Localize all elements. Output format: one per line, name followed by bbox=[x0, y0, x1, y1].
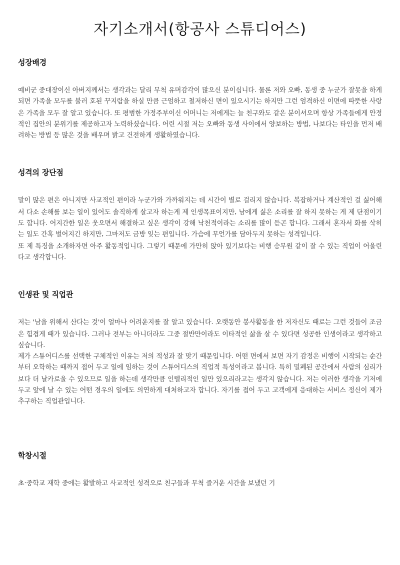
paragraph: 예비군 중대장이신 아버지께서는 생각과는 달리 무척 유머감각이 많으신 분이십니다. 물론 저와 오빠, 동생 중 누군가 잘못을 하게 되면 가족을 모두를 불러 호된 꾸지람을 하실 만큼 근엄하고 철저하신 면이 있으시기는 하지만 그런 엄격하신 이면에 따뜻한 사랑은 가족을 모두 잘 알고 있습니다. 또 평범한 가정주부이신 어머니는 저에게는 늘 친구와도 같은 분이셔으며 항상 가족들에게 안정적인 집안의 분위기를 제공하고자 노력하셨습니다. 어린 시절 저는 오빠와 동생 사이에서 양보하는 방법, 나보다는 타인을 먼저 배려하는 방법 등 많은 것을 배우며 밝고 건전하게 생활하였습니다. bbox=[18, 86, 382, 140]
paragraph: 저는 '남을 위해서 산다는 것'이 얼마나 어려운지를 잘 알고 있습니다. 오랫동안 봉사활동을 한 저자신도 때로는 그런 것들이 조금은 힘겹게 때가 있습니다. 그러나 전부는 아니더라도 그중 절반만이라도 이타적인 삶을 살 수 있다면 성공한 인생이라고 생각하고 싶습니다. bbox=[18, 318, 382, 349]
section-life-and-job-view bbox=[18, 289, 382, 407]
section-heading: 인생관 및 직업관 bbox=[18, 290, 74, 300]
paragraph: 말이 많은 편은 아니지만 사교적인 편이라 누군가와 가까워지는 데 시간이 별로 걸리지 않습니다. 복잡하거나 계산적인 걸 싫어해서 다소 손해를 보는 일이 있어도 솔직하게 살고자 하는게 제 인생목표이지만, 남에게 싫은 소리를 잘 하지 못하는 게 제 단점이기도 합니다. 어지간한 일은 웃으면서 해결하고 싶은 생각이 강해 낙천적이라는 소리를 많이 듣곤 합니다. 그래서 혼자서 화를 삭히는 일도 간혹 벌어지긴 하지만, 그마저도 금방 잊는 편입니다. 가슴에 무언가를 담아두지 못하는 성격입니다. bbox=[18, 196, 382, 239]
section-school-days bbox=[18, 450, 382, 489]
section-heading: 학창시절 bbox=[18, 450, 47, 460]
document-title: 자기소개서(항공사 스튜디어스) bbox=[93, 20, 307, 38]
section-heading: 성장배경 bbox=[18, 58, 47, 67]
section-personality bbox=[18, 167, 382, 263]
section-growth-background bbox=[18, 57, 382, 141]
paragraph: 초·중학교 재학 중에는 활발하고 사교적인 성격으로 친구들과 무척 즐거운 시간을 보냈던 기 bbox=[18, 478, 276, 487]
paragraph: 또 제 특징을 소개하자면 아주 활동적입니다. 그렇기 때문에 가만히 앉아 있기보다는 비행 승무원 같이 잘 수 있는 직업이 어울린다고 생각합니다. bbox=[18, 241, 382, 261]
paragraph: 제가 스튜어디스를 선택한 구체적인 이유는 저의 적성과 잘 맞기 때문입니다. 어떤 면에서 보면 자기 감정은 비행이 시작되는 순간부터 오학하는 때까지 접어 두고 일에 임하는 것이 스튜어디스의 직업적 특성이라고 봅니다. 특히 밀폐된 공간에서 사람의 심리가 보다 더 날카로울 수 있으므로 일을 하는데 생각만큼 인텔리적인 일만 있으리라고는 생각지 않습니다. 저는 이러한 생각을 기저에 두고 앞에 날 수 있는 어떤 경우의 일에도 의연하게 대처하고자 합니다. 자기를 접어 두고 고객에게 응대하는 서비스 정신이 제가 추구하는 직업관입니다. bbox=[18, 352, 382, 406]
section-heading: 성격의 장단점 bbox=[18, 168, 64, 178]
